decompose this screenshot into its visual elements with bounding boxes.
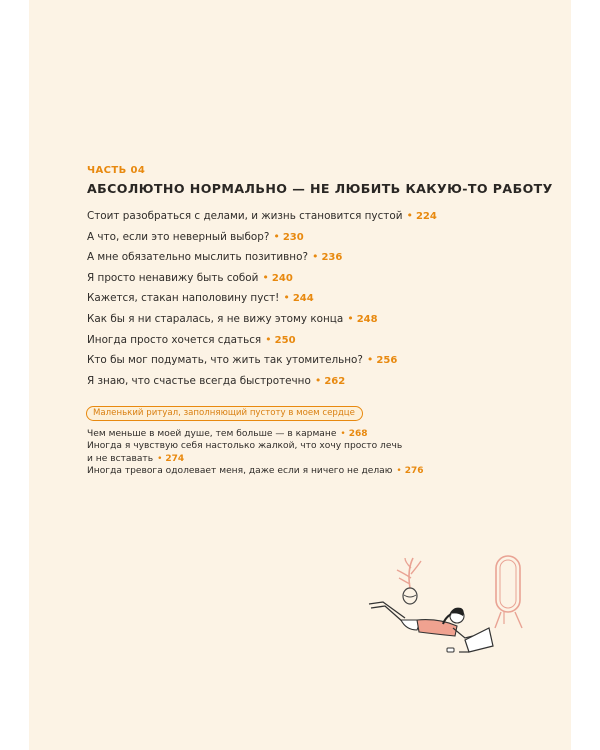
woman-lying-with-laptop-illustration	[361, 548, 536, 663]
toc-entry-page: 262	[324, 375, 346, 387]
toc-entry-title: Иногда просто хочется сдаться	[87, 333, 262, 346]
toc-entry-page: 224	[415, 211, 437, 222]
plant-illustration	[397, 558, 421, 604]
ritual-entry-title: Чем меньше в моей душе, тем больше — в кармане	[87, 429, 337, 439]
toc-entry-title: А что, если это неверный выбор?	[87, 230, 270, 243]
part-label: ЧАСТЬ 04	[87, 165, 146, 176]
ritual-entry[interactable]	[87, 440, 423, 465]
toc-entry-title: Кто бы мог подумать, что жить так утомительно?	[87, 354, 363, 367]
toc-entry[interactable]	[87, 209, 437, 230]
bullet-icon: •	[262, 270, 269, 284]
toc-entry[interactable]	[87, 291, 437, 312]
toc-entry-page: 240	[271, 272, 293, 284]
ritual-entry[interactable]	[87, 428, 423, 440]
toc-entry-title: А мне обязательно мыслить позитивно?	[87, 251, 308, 264]
bullet-icon: •	[283, 291, 290, 305]
toc-entry[interactable]	[87, 333, 437, 354]
bullet-icon: •	[273, 229, 280, 243]
bullet-icon: •	[406, 209, 413, 222]
toc-entry-page: 230	[282, 231, 304, 243]
ritual-entry-page: 268	[348, 429, 368, 439]
ritual-entry-title-continued: и не вставать	[87, 453, 154, 464]
ritual-entry-page: 274	[165, 453, 185, 464]
bullet-icon: •	[366, 353, 374, 367]
toc-entry-page: 236	[321, 252, 343, 264]
toc-entry[interactable]	[87, 353, 437, 374]
ritual-entry-title: Иногда тревога одолевает меня, даже если я ничего не делаю	[87, 466, 393, 477]
part-title: АБСОЛЮТНО НОРМАЛЬНО — НЕ ЛЮБИТЬ КАКУЮ-ТО РАБОТУ	[87, 181, 553, 196]
toc-entry-title: Я знаю, что счастье всегда быстротечно	[87, 374, 311, 387]
toc-list	[87, 209, 437, 394]
book-page	[29, 0, 571, 750]
woman-figure	[369, 602, 493, 652]
ritual-entry-title: Иногда я чувствую себя настолько жалкой, что хочу просто лечь	[87, 441, 403, 452]
ritual-section-badge: Маленький ритуал, заполняющий пустоту в моем сердце	[86, 406, 363, 421]
toc-entry-page: 250	[274, 334, 296, 346]
toc-entry-page: 248	[356, 313, 378, 325]
ritual-entry[interactable]	[87, 465, 423, 477]
toc-entry-title: Я просто ненавижу быть собой	[87, 271, 259, 284]
toc-entry[interactable]	[87, 230, 437, 251]
toc-entry[interactable]	[87, 271, 437, 292]
ritual-list	[87, 428, 423, 478]
bullet-icon: •	[396, 466, 402, 477]
toc-entry-title: Стоит разобраться с делами, и жизнь становится пустой	[87, 210, 403, 222]
standing-mirror-illustration	[495, 556, 522, 628]
toc-entry[interactable]	[87, 250, 437, 271]
ritual-entry-page: 276	[404, 466, 424, 477]
bullet-icon: •	[347, 311, 354, 325]
toc-entry-page: 256	[376, 355, 398, 367]
bullet-icon: •	[314, 373, 322, 387]
toc-entry-page: 244	[292, 293, 314, 305]
toc-entry[interactable]	[87, 312, 437, 333]
toc-entry-title: Кажется, стакан наполовину пуст!	[87, 292, 280, 305]
toc-entry-title: Как бы я ни старалась, я не вижу этому конца	[87, 312, 344, 325]
bullet-icon: •	[157, 453, 163, 464]
bullet-icon: •	[265, 332, 272, 346]
toc-entry[interactable]	[87, 374, 437, 395]
bullet-icon: •	[311, 250, 319, 264]
bullet-icon: •	[340, 429, 346, 439]
